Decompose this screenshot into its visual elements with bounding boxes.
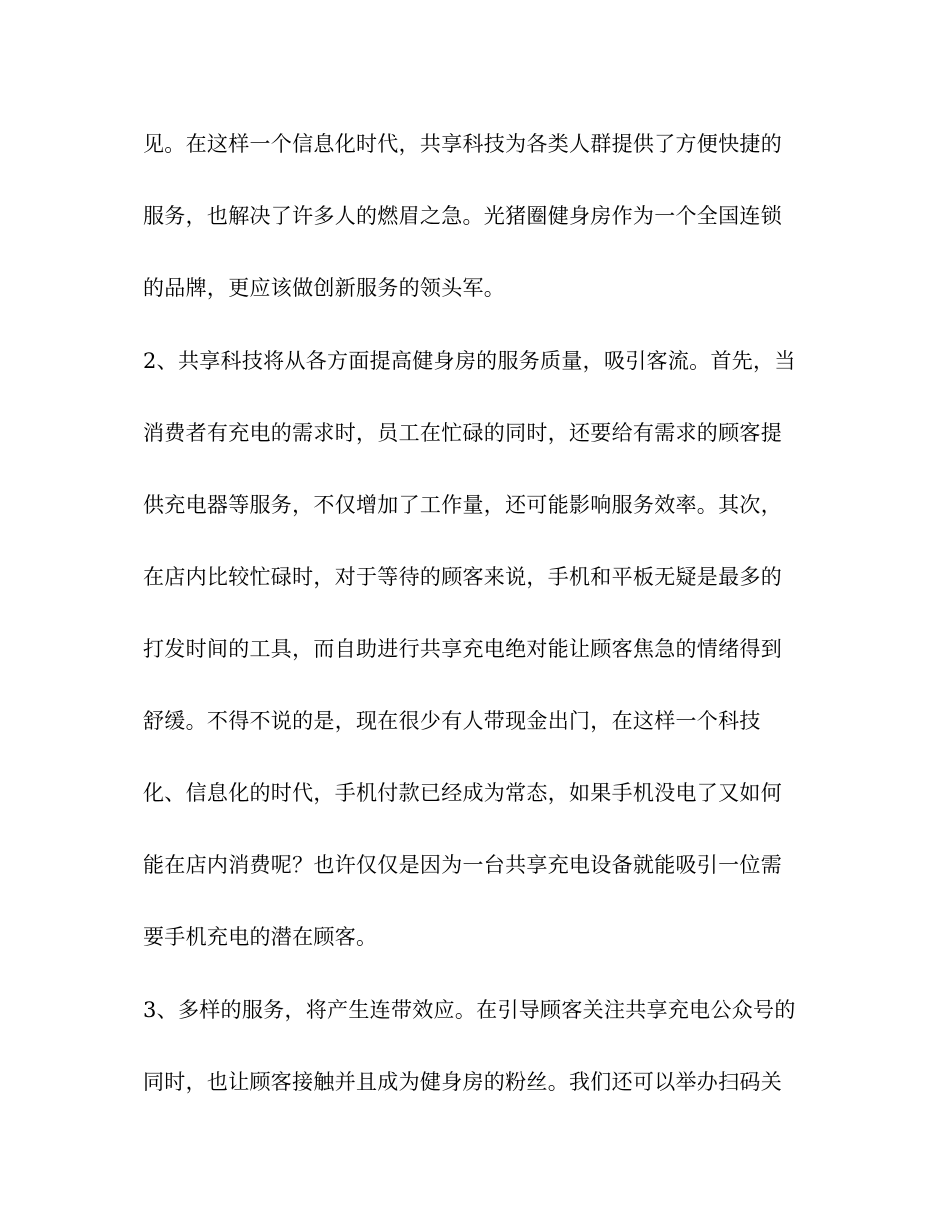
- body-text-line: 化、信息化的时代，手机付款已经成为常态，如果手机没电了又如何: [143, 781, 782, 805]
- body-text-line: 2、共享科技将从各方面提高健身房的服务质量，吸引客流。首先，当: [143, 349, 796, 373]
- body-text-line: 消费者有充电的需求时，员工在忙碌的同时，还要给有需求的顾客提: [143, 421, 782, 445]
- body-text-line: 3、多样的服务，将产生连带效应。在引导顾客关注共享充电公众号的: [143, 998, 796, 1022]
- body-text-line: 能在店内消费呢？也许仅仅是因为一台共享充电设备就能吸引一位需: [143, 853, 782, 877]
- body-text-line: 服务，也解决了许多人的燃眉之急。光猪圈健身房作为一个全国连锁: [143, 204, 782, 228]
- body-text-line: 的品牌，更应该做创新服务的领头军。: [143, 276, 506, 300]
- body-text-line: 供充电器等服务，不仅增加了工作量，还可能影响服务效率。其次，: [143, 493, 782, 517]
- body-text-line: 同时，也让顾客接触并且成为健身房的粉丝。我们还可以举办扫码关: [143, 1070, 782, 1094]
- body-text-line: 在店内比较忙碌时，对于等待的顾客来说，手机和平板无疑是最多的: [143, 565, 782, 589]
- body-text-line: 打发时间的工具，而自助进行共享充电绝对能让顾客焦急的情绪得到: [143, 637, 782, 661]
- body-text-line: 见。在这样一个信息化时代，共享科技为各类人群提供了方便快捷的: [143, 132, 782, 156]
- body-text-line: 要手机充电的潜在顾客。: [143, 925, 378, 949]
- body-text-line: 舒缓。不得不说的是，现在很少有人带现金出门，在这样一个科技: [143, 709, 761, 733]
